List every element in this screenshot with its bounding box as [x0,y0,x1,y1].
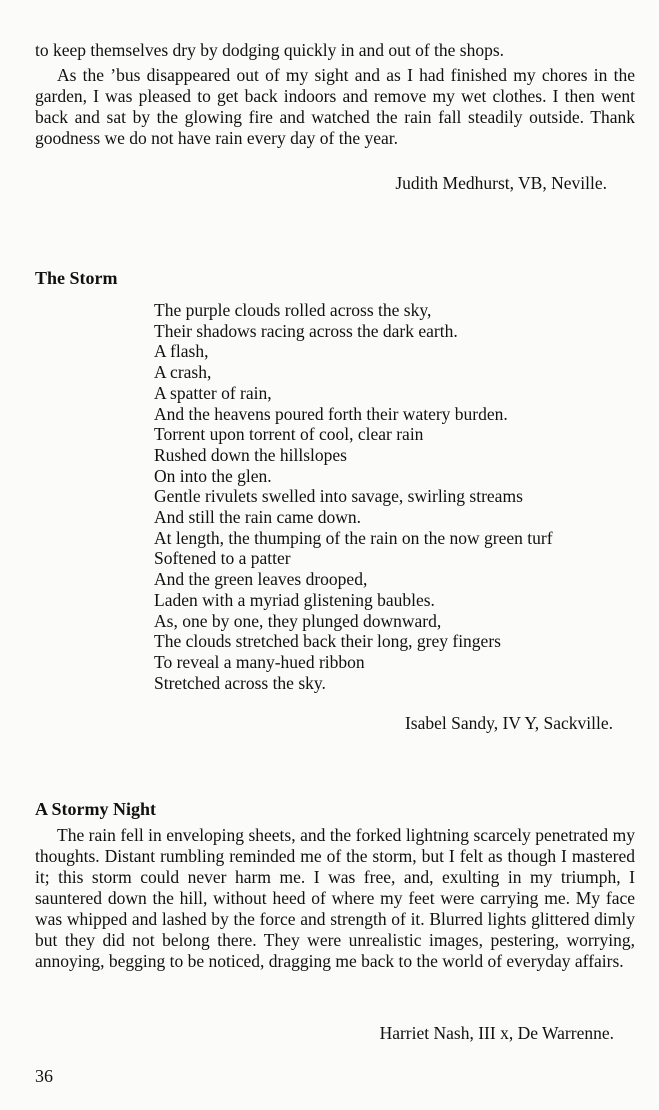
poem-line: Gentle rivulets swelled into savage, swirling streams [154,486,523,507]
signature-sandy: Isabel Sandy, IV Y, Sackville. [404,713,613,733]
poem-line: A flash, [154,341,209,362]
poem-line: Softened to a patter [154,548,291,569]
poem-line: On into the glen. [154,465,272,486]
poem-line: Stretched across the sky. [154,672,326,693]
poem-line: As, one by one, they plunged downward, [154,610,442,631]
poem-line: And the heavens poured forth their watery burden. [154,403,508,424]
essay-body [35,825,635,972]
poem-line: A spatter of rain, [154,382,272,403]
continuation-line: to keep themselves dry by dodging quickly in and out of the shops. [35,40,505,60]
poem-line: And the green leaves drooped, [154,569,368,590]
signature-nash: Harriet Nash, III x, De Warrenne. [379,1023,614,1043]
poem-body [154,300,644,693]
poem-line: The clouds stretched back their long, grey fingers [154,631,501,652]
poem-title: The Storm [35,268,118,288]
poem-line: Torrent upon torrent of cool, clear rain [154,424,424,445]
poem-line: Rushed down the hillslopes [154,444,347,465]
poem-line: At length, the thumping of the rain on the now green turf [154,527,553,548]
poem-line: The purple clouds rolled across the sky, [154,300,432,320]
poem-line: To reveal a many-hued ribbon [154,651,365,672]
prose-top [35,40,635,149]
poem-line: Their shadows racing across the dark earth. [154,320,458,341]
page-number: 36 [35,1066,53,1086]
poem-line: And still the rain came down. [154,507,362,528]
signature-medhurst: Judith Medhurst, VB, Neville. [395,173,607,193]
poem-line: Laden with a myriad glistening baubles. [154,589,435,610]
bus-paragraph: As the ’bus disappeared out of my sight and as I had finished my chores in the garden, I was pleased to get back indoors and remove my wet clothes. I then went back and sat by the glowing fire and watched the rain fall steadily outside. Thank goodness we do not have rain every day of the year. [35,65,635,148]
essay-paragraph: The rain fell in enveloping sheets, and the forked lightning scarcely penetrated my thoughts. Distant rumbling reminded me of the storm, but I felt as though I mastered it; this storm could never harm me. I was free, and, exulting in my triumph, I sauntered down the hill, without heed of where my feet were carrying me. My face was whipped and lashed by the force and strength of it. Blurred lights glittered dimly but they did not belong there. They were unrealistic images, pestering, worrying, annoying, begging to be noticed, dragging me back to the world of everyday affairs. [35,825,635,971]
essay-title: A Stormy Night [35,799,156,819]
poem-line: A crash, [154,362,212,383]
